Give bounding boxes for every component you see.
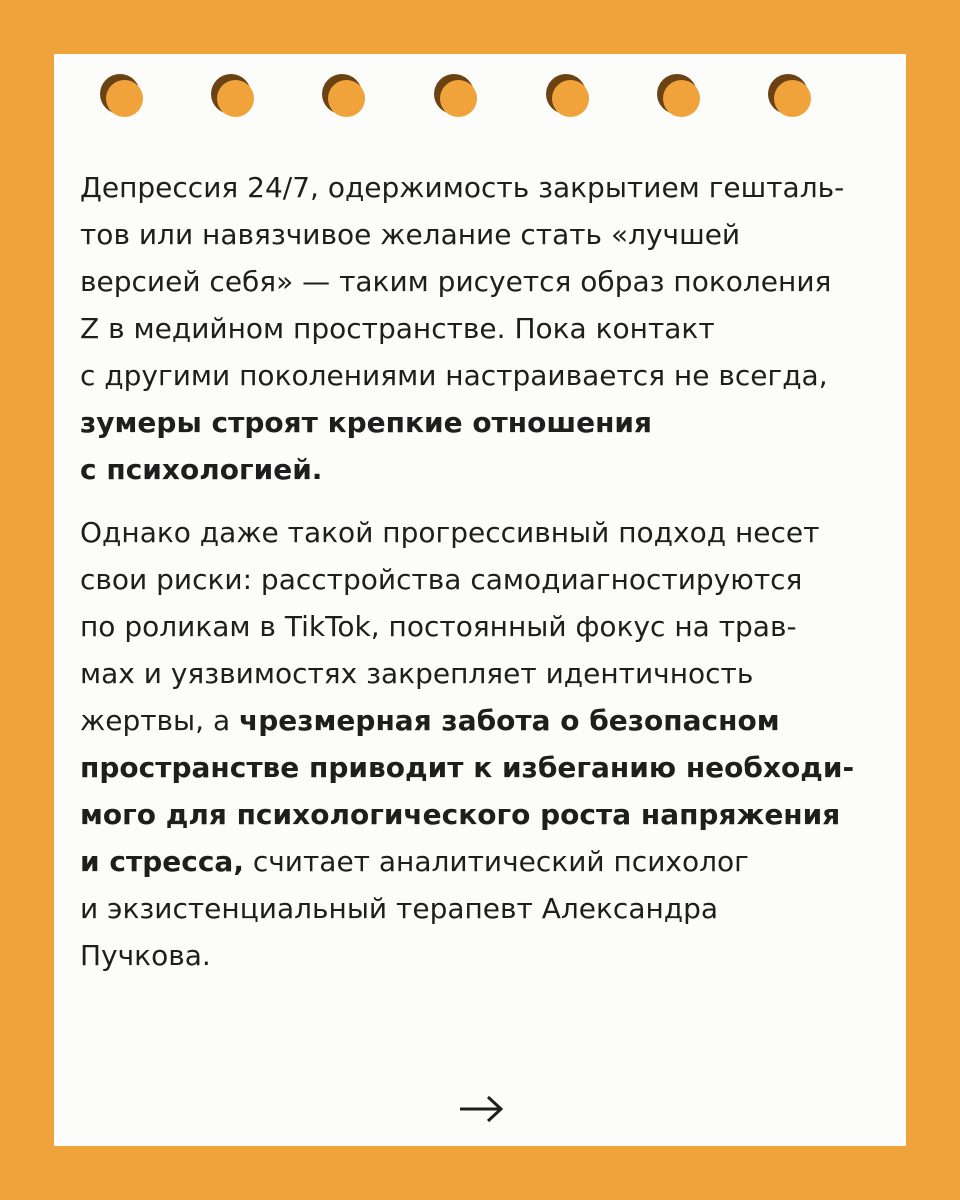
text-line: по роликам в TikTok, постоянный фокус на трав- [80, 610, 797, 643]
text-line-bold: зумеры строят крепкие отношения [80, 406, 653, 439]
binding-ring-icon [546, 74, 590, 118]
text-line-bold: мого для психологического роста напряжения [80, 798, 841, 831]
article-text [80, 164, 890, 979]
spiral-binding [54, 74, 906, 134]
arrow-right-icon[interactable] [458, 1084, 504, 1134]
text-line: тов или навязчивое желание стать «лучшей [80, 218, 741, 251]
binding-ring-icon [211, 74, 255, 118]
text-line-bold: с психологией. [80, 453, 323, 486]
text-line: Однако даже такой прогрессивный подход несет [80, 516, 820, 549]
binding-ring-icon [322, 74, 366, 118]
text-line: мах и уязвимостях закрепляет идентичность [80, 657, 754, 690]
paragraph-1 [80, 164, 890, 493]
binding-ring-icon [434, 74, 478, 118]
text-normal: жертвы, а [80, 704, 240, 737]
text-line: Пучкова. [80, 939, 211, 972]
text-bold: чрезмерная забота о безопасном [239, 704, 780, 737]
text-bold: и стресса, [80, 845, 244, 878]
binding-ring-icon [768, 74, 812, 118]
text-line: версией себя» — таким рисуется образ поколения [80, 265, 832, 298]
text-line-mixed [80, 838, 890, 885]
text-line: и экзистенциальный терапевт Александра [80, 892, 719, 925]
text-line-bold: пространстве приводит к избеганию необходи- [80, 751, 855, 784]
binding-ring-icon [657, 74, 701, 118]
text-line: с другими поколениями настраивается не всегда, [80, 359, 828, 392]
text-line: Депрессия 24/7, одержимость закрытием гешталь- [80, 171, 845, 204]
binding-ring-icon [100, 74, 144, 118]
paragraph-2 [80, 509, 890, 979]
text-normal: считает аналитический психолог [243, 845, 749, 878]
text-line: Z в медийном пространстве. Пока контакт [80, 312, 715, 345]
text-line: свои риски: расстройства самодиагностируются [80, 563, 803, 596]
content-card [54, 54, 906, 1146]
text-line-mixed [80, 697, 890, 744]
